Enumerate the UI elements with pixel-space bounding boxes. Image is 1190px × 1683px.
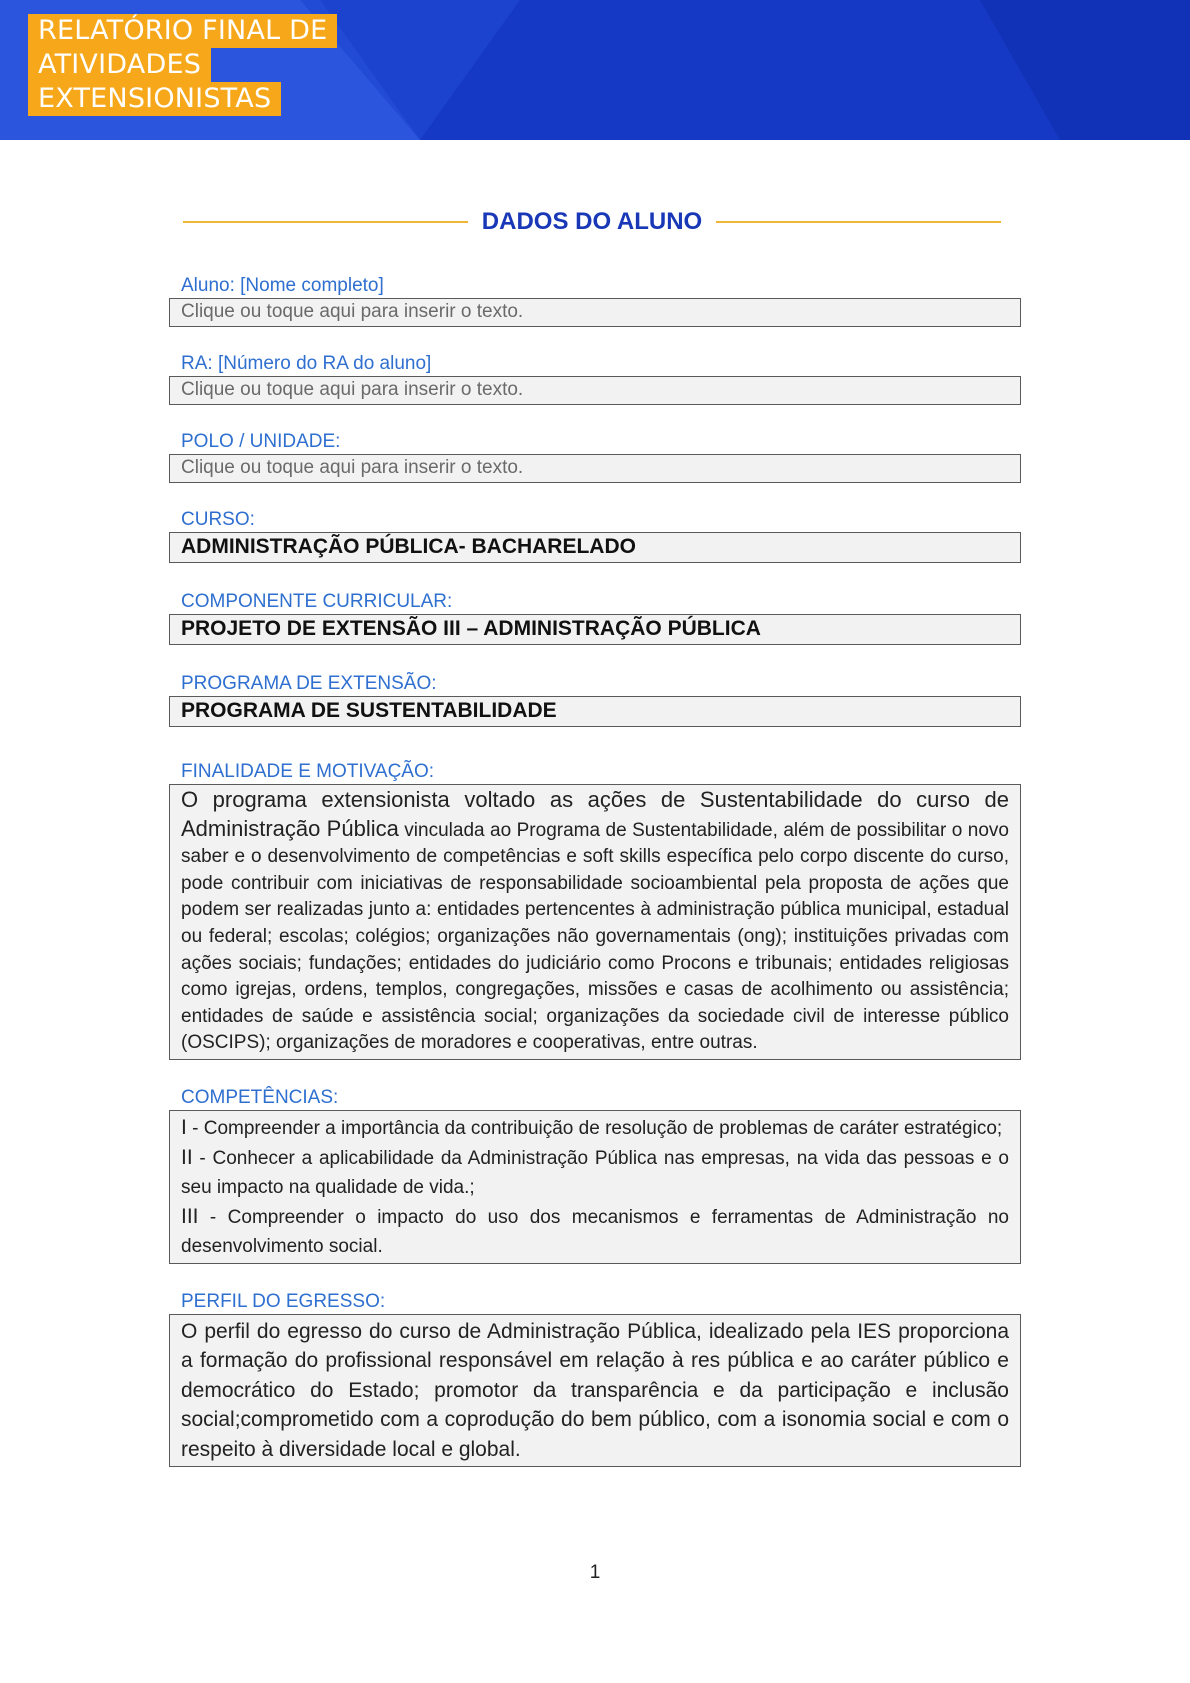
- competencia-number-2: II: [181, 1145, 193, 1169]
- field-finalidade: [169, 760, 1021, 1060]
- field-ra: [169, 352, 1021, 405]
- finalidade-label: FINALIDADE E MOTIVAÇÃO:: [181, 761, 435, 782]
- field-curso: [169, 508, 1021, 563]
- report-title-line-1: RELATÓRIO FINAL DE: [28, 14, 337, 48]
- finalidade-lead-text: O programa extensionista voltado as ações de Sustentabilidade do curso de Administração Pública: [181, 787, 1009, 841]
- curso-value: ADMINISTRAÇÃO PÚBLICA- BACHARELADO: [169, 532, 1021, 563]
- perfil-text: O perfil do egresso do curso de Administração Pública, idealizado pela IES proporciona a formação do profissional responsável em relação à res pública e ao caráter público e democrático do Estado; promotor da transparência e da participação e inclusão social;comprometido com a coprodução do bem público, com a isonomia social e com o respeito à diversidade local e global.: [169, 1314, 1021, 1467]
- field-competencias: [169, 1086, 1021, 1264]
- aluno-input[interactable]: Clique ou toque aqui para inserir o texto.: [169, 298, 1021, 327]
- competencia-text-2: - Conhecer a aplicabilidade da Administração Pública nas empresas, na vida das pessoas e o seu impacto na qualidade de vida.;: [181, 1147, 1009, 1198]
- heading-rule-right: [716, 221, 1001, 223]
- field-componente: [169, 590, 1021, 645]
- report-title: [28, 14, 337, 116]
- student-data-form: [169, 274, 1021, 1467]
- competencia-number-3: III: [181, 1204, 199, 1228]
- heading-rule-left: [183, 221, 468, 223]
- section-title: DADOS DO ALUNO: [481, 208, 703, 235]
- page-number: 1: [589, 1562, 601, 1583]
- competencia-item-2: [181, 1143, 1009, 1202]
- competencia-number-1: I: [181, 1115, 187, 1139]
- perfil-label: PERFIL DO EGRESSO:: [181, 1290, 386, 1312]
- programa-label: PROGRAMA DE EXTENSÃO:: [181, 673, 437, 694]
- report-title-line-2: ATIVIDADES: [28, 48, 211, 82]
- polo-input[interactable]: Clique ou toque aqui para inserir o texto.: [169, 454, 1021, 483]
- aluno-label: Aluno: [Nome completo]: [181, 275, 384, 296]
- finalidade-body-text: vinculada ao Programa de Sustentabilidade, além de possibilitar o novo saber e o desenvolvimento de competências e soft skills específica pelo corpo discente do curso, pode contribuir com iniciativas de responsabilidade socioambiental pela proposta de ações que podem ser realizadas junto a: entidades pertencentes à administração pública municipal, estadual ou federal; escolas; colégios; organizações não governamentais (ong); instituições privadas com ações sociais; fundações; entidades do judiciário como Procons e tribunais; entidades religiosas como igrejas, ordens, templos, congregações, missões e casas de acolhimento ou assistência; entidades de saúde e assistência social; organizações da sociedade civil de interesse público (OSCIPS); organizações de moradores e cooperativas, entre outras.: [181, 819, 1009, 1054]
- curso-label: CURSO:: [181, 509, 255, 530]
- field-aluno: [169, 274, 1021, 327]
- competencia-text-3: - Compreender o impacto do uso dos mecanismos e ferramentas de Administração no desenvolvimento social.: [181, 1206, 1009, 1257]
- componente-value: PROJETO DE EXTENSÃO III – ADMINISTRAÇÃO PÚBLICA: [169, 614, 1021, 645]
- section-heading: [183, 202, 1001, 242]
- polo-label: POLO / UNIDADE:: [181, 431, 341, 452]
- finalidade-text: [169, 784, 1021, 1060]
- field-polo: [169, 430, 1021, 483]
- field-programa: [169, 672, 1021, 727]
- competencias-list: [169, 1110, 1021, 1264]
- ra-label: RA: [Número do RA do aluno]: [181, 353, 432, 374]
- field-perfil: [169, 1290, 1021, 1467]
- competencias-label: COMPETÊNCIAS:: [181, 1086, 339, 1108]
- programa-value: PROGRAMA DE SUSTENTABILIDADE: [169, 696, 1021, 727]
- ra-input[interactable]: Clique ou toque aqui para inserir o texto.: [169, 376, 1021, 405]
- competencia-text-1: - Compreender a importância da contribuição de resolução de problemas de caráter estratégico;: [186, 1117, 1003, 1139]
- competencia-item-3: [181, 1202, 1009, 1261]
- componente-label: COMPONENTE CURRICULAR:: [181, 591, 453, 612]
- competencia-item-1: [181, 1113, 1009, 1143]
- header-banner: [0, 0, 1190, 140]
- report-title-line-3: EXTENSIONISTAS: [28, 82, 281, 116]
